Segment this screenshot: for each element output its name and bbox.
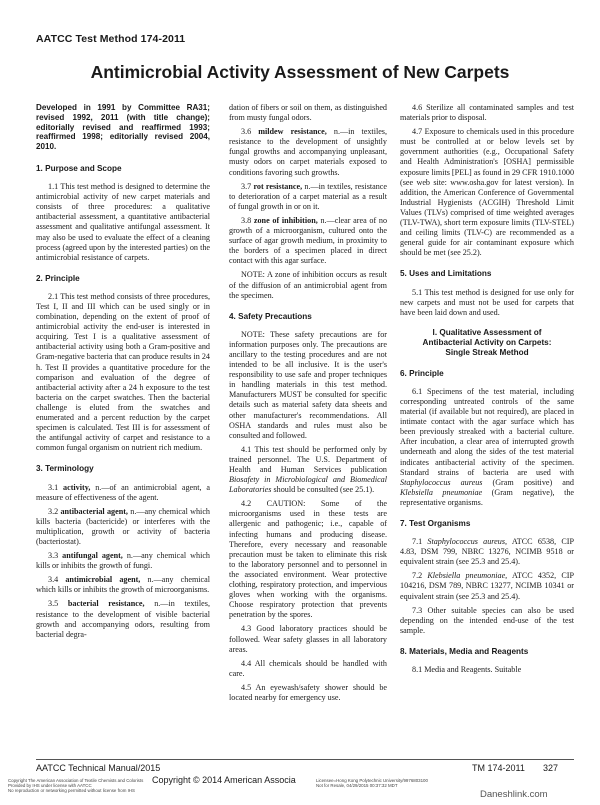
section-heading-purpose: 1. Purpose and Scope — [36, 163, 122, 173]
section-heading-terminology: 3. Terminology — [36, 464, 94, 474]
text-run: should be consulted (see 25.1). — [271, 485, 375, 495]
copyright-notice — [8, 778, 143, 794]
text-run: 6.1 Specimens of the test material, including corresponding untreated controls of the same material (if available but not required), are placed in intimate contact with the agar surface which has been previously streaked with a bacterial culture. After incubation, a clear area of interrupted growth underneath and along the sides of the test material indicates antibacterial activity of the specimen. Standard strains of bacteria are used with — [400, 386, 574, 477]
organism-name: Klebsiella pneumoniae, — [427, 571, 508, 581]
paragraph-6-1 — [400, 387, 574, 508]
page-title: Antimicrobial Activity Assessment of New Carpets — [90, 62, 510, 82]
section-heading-organisms: 7. Test Organisms — [400, 519, 471, 528]
development-history: Developed in 1991 by Committee RA31; revised 1992, 2011 (with title change); editorially revised and reaffirmed 1993; reaffirmed 1998; editorially revised 2004, 2010. — [36, 103, 210, 152]
organism-name: Staphylococcus aureus, — [427, 537, 508, 547]
organism-name: Staphylococcus aureus — [400, 477, 483, 487]
text-run: ATCC 6538, CIP 4.83, DSM 799, NBRC 13276, NCIMB 9518 or equivalent strain (see 25.3 and 25.4). — [400, 537, 575, 567]
safety-note: NOTE: These safety precautions are for information purposes only. The precautions are ancillary to the testing procedures and are not intended to be all inclusive. It is the user's responsibility to use safe and proper techniques in handling materials in this test method. Manufacturers MUST be consulted for specific details such as material safety data sheets and other manufacturer's recommendations. All OSHA standards and rules must also be consulted and followed. — [229, 329, 387, 440]
term-label: bacterial resistance, — [67, 599, 145, 609]
paragraph-4-2: 4.2 CAUTION: Some of the microorganisms used in these tests are allergenic and pathogenic; i.e., capable of infecting humans and producing disease. Therefore, every necessary and reasonable precaution must be taken to eliminate this risk to the laboratory personnel and to personnel in the associated environment. Wear protective clothing, respiratory protection, and impervious gloves when working with the organisms. Choose respiratory protection that prevents penetration by the spores. — [229, 499, 387, 620]
term-3-5-continued: dation of fibers or soil on them, as distinguished from musty fungal odors. — [229, 103, 387, 123]
paragraph-4-6: 4.6 Sterilize all contaminated samples and test materials prior to disposal. — [400, 103, 574, 123]
term-number: 3.6 — [241, 127, 252, 137]
copyright-line: Copyright The American Association of Textile Chemists and Colorists — [8, 778, 144, 783]
term-number: 3.4 — [48, 575, 59, 585]
watermark: Daneshlink.com — [480, 789, 548, 800]
page-number: 327 — [543, 763, 559, 773]
term-number: 3.3 — [48, 551, 59, 561]
part-heading-line-1: I. Qualitative Assessment of — [432, 327, 542, 337]
term-definition: n.—clear area of no growth of a microorganism, cultured onto the surface of agar growth medium, in proximity to the borders of a specimen placed in direct contact with this agar surface. — [229, 215, 388, 266]
term-label: antifungal agent, — [62, 551, 123, 561]
paragraph-4-5: 4.5 An eyewash/safety shower should be located nearby for emergency use. — [229, 682, 387, 702]
paragraph-7-1 — [400, 537, 574, 567]
license-line: Licensee=Hong Kong Polytechnic University/9976803100 — [316, 778, 428, 783]
term-definition: n.—any chemical which kills or inhibits the growth of fungi. — [36, 551, 210, 571]
term-label: mildew resistance, — [258, 127, 327, 137]
paragraph-1-1: 1.1 This test method is designed to determine the antimicrobial activity of new carpet materials and consists of three procedures: a qualitative antibacterial assessment, a quantitative antibacterial assessment and qualitative antifungal assessment. It may also be used to evaluate the effect of a cleaning process (agreed upon by the interested parties) on the antimicrobial resistance of carpets. — [36, 182, 210, 262]
term-definition: n.—in textiles, resistance to the development of unsightly fungal growths and accompanying unpleasant, musty odors on carpet materials exposed to conditions favoring such growths. — [229, 127, 388, 177]
license-line: Not for Resale, 04/29/2015 00:37:32 MDT — [316, 783, 398, 789]
footer-rule — [36, 759, 574, 760]
term-number: 3.7 — [241, 181, 252, 191]
term-3-7 — [229, 182, 387, 212]
paragraph-2-1: 2.1 This test method consists of three procedures, Test I, II and III which can be used singly or in combination, depending on the extent of proof of antimicrobial activity the end-user is interested in acquiring. Test I is a qualitative assessment of antibacterial activity using both a Gram-positive and Gram-negative bacteria that can produce results in 24 h. Test II provides a quantitative procedure for the comparison and evaluation of the degree of antibacterial activity after a 24 h exposure to the test bacteria on the carpet swatches. Then the bacterial challenge is eluted from the swatches and enumerated and a percent reduction by the carpet specimen is calculated. Test III is for assessment of the antifungal activity of carpet and resistance to a common fungal organism on nutrient rich medium. — [36, 291, 210, 453]
paragraph-4-3: 4.3 Good laboratory practices should be followed. Wear safety glasses in all laboratory areas. — [229, 624, 387, 654]
text-run: (Gram positive) and — [482, 477, 574, 487]
text-run: 7.1 — [412, 537, 428, 547]
paragraph-7-2 — [400, 571, 574, 601]
term-label: zone of inhibition, — [253, 215, 318, 225]
footer-copyright: Copyright © 2014 American Associa — [152, 775, 296, 785]
term-3-8 — [229, 216, 387, 266]
paragraph-4-1 — [229, 445, 387, 495]
term-3-6 — [229, 127, 387, 177]
term-label: rot resistance, — [253, 181, 303, 191]
term-3-5 — [36, 599, 210, 639]
license-notice — [316, 778, 428, 788]
section-heading-principle: 2. Principle — [36, 273, 80, 283]
part-heading — [400, 328, 574, 358]
term-3-4 — [36, 575, 210, 595]
column-3 — [400, 103, 574, 679]
term-definition: n.—in textiles, resistance to the development of visible bacterial growth and accompanying odors, resulting from bacterial degra- — [36, 599, 210, 639]
text-run: (Gram negative), the representative organisms. — [400, 487, 574, 507]
text-run: 4.1 This test should be performed only by trained personnel. The U.S. Department of Health and Human Services publication — [229, 444, 387, 474]
text-run: 7.2 — [412, 571, 428, 581]
footer-method-number: TM 174-2011 — [472, 763, 525, 773]
note-zone-inhibition: NOTE: A zone of inhibition occurs as result of the diffusion of an antimicrobial agent from the specimen. — [229, 270, 387, 300]
paragraph-5-1: 5.1 This test method is designed for use only for new carpets and must not be used for carpets that have been laid down and used. — [400, 287, 574, 317]
column-2 — [229, 103, 387, 707]
section-heading-materials: 8. Materials, Media and Reagents — [400, 646, 529, 656]
paragraph-4-7: 4.7 Exposure to chemicals used in this procedure must be controlled at or below levels set by government authorities (e.g., Occupational Safety and Health Administration's [OSHA] permissible exposure limits [PEL] as found in 29 CFR 1910.1000 (see web site: www.osha.gov for latest version). In addition, the American Conference of Governmental Industrial Hygienists (ACGIH) Threshold Limit Values (TLVs) comprised of time weighted averages (TLV-TWA), short term exposure limits (TLV-STEL) and ceiling limits (TLV-C) are recommended as a general guide for air contaminant exposure which should be met (see 25.2). — [400, 127, 575, 258]
term-3-2 — [36, 507, 210, 547]
part-heading-line-2: Antibacterial Activity on Carpets: — [422, 337, 552, 347]
column-1 — [36, 103, 210, 644]
term-definition: n.—of an antimicrobial agent, a measure of effectiveness of the agent. — [36, 482, 210, 502]
part-heading-line-3: Single Streak Method — [445, 347, 529, 357]
text-run: ATCC 4352, CIP 104216, DSM 789, NBRC 13277, NCIMB 10341 or equivalent strain (see 25.3 and 25.4). — [400, 571, 574, 601]
term-label: activity, — [63, 482, 91, 492]
section-heading-principle-6: 6. Principle — [400, 368, 444, 378]
section-heading-safety: 4. Safety Precautions — [229, 311, 312, 321]
paragraph-4-4: 4.4 All chemicals should be handled with care. — [229, 658, 387, 678]
term-definition: n.—any chemical which kills or inhibits the growth of microorganisms. — [36, 575, 211, 595]
publication-title: Biosafety in Microbiological and Biomedical Laboratories — [229, 475, 387, 495]
term-number: 3.1 — [48, 482, 59, 492]
term-definition: n.—in textiles, resistance to deterioration of a carpet material as a result of fungal growth in or on it. — [229, 181, 388, 211]
paragraph-8-1: 8.1 Media and Reagents. Suitable — [412, 665, 522, 675]
term-3-1 — [36, 483, 210, 503]
copyright-line: Provided by IHS under license with AATCC — [8, 783, 92, 789]
term-number: 3.8 — [241, 215, 252, 225]
section-heading-uses: 5. Uses and Limitations — [400, 269, 492, 279]
paragraph-7-3: 7.3 Other suitable species can also be used depending on the intended end-use of the test sample. — [400, 605, 574, 635]
organism-name: Klebsiella pneumoniae — [400, 487, 483, 497]
copyright-line: No reproduction or networking permitted without license from IHS — [8, 788, 135, 794]
document-header: AATCC Test Method 174-2011 — [36, 33, 186, 45]
term-definition: n.—any chemical which kills bacteria (bactericide) or interferes with the multiplication, growth or activity of bacteria (bacteriostat). — [36, 506, 210, 546]
footer-manual-title: AATCC Technical Manual/2015 — [36, 763, 161, 773]
term-3-3 — [36, 551, 210, 571]
term-number: 3.2 — [48, 506, 59, 516]
term-label: antimicrobial agent, — [65, 575, 141, 585]
term-label: antibacterial agent, — [60, 506, 128, 516]
term-number: 3.5 — [48, 599, 59, 609]
